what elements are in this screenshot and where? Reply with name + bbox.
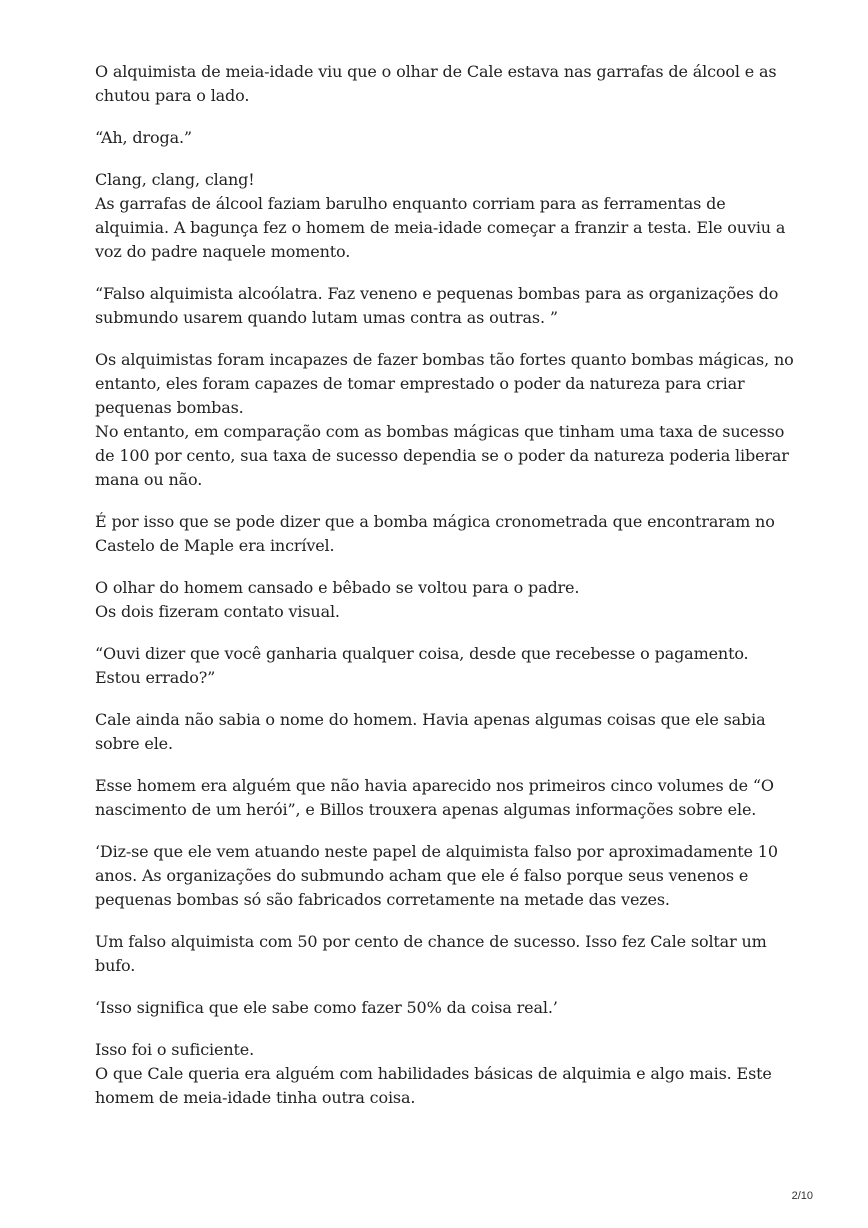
paragraph-line: Os alquimistas foram incapazes de fazer bombas tão fortes quanto bombas mágicas, no entanto, eles foram capazes de tomar emprestado o poder da natureza para criar pequenas bombas.: [95, 350, 794, 417]
paragraph-line: O olhar do homem cansado e bêbado se voltou para o padre.: [95, 578, 580, 597]
paragraph-line: ‘Diz-se que ele vem atuando neste papel de alquimista falso por aproximadamente 10 anos. As organizações do submundo acham que ele é falso porque seus venenos e pequenas bombas só são fabricados corretamente na metade das vezes.: [95, 842, 778, 909]
document-body: [95, 60, 795, 1128]
paragraph-12: [95, 930, 795, 978]
paragraph-line: O alquimista de meia-idade viu que o olhar de Cale estava nas garrafas de álcool e as chutou para o lado.: [95, 62, 777, 105]
paragraph-line: As garrafas de álcool faziam barulho enquanto corriam para as ferramentas de alquimia. A bagunça fez o homem de meia-idade começar a franzir a testa. Ele ouviu a voz do padre naquele momento.: [95, 194, 786, 261]
paragraph-line: Os dois fizeram contato visual.: [95, 602, 340, 621]
paragraph-line: Um falso alquimista com 50 por cento de chance de sucesso. Isso fez Cale soltar um bufo.: [95, 932, 767, 975]
paragraph-5: [95, 348, 795, 492]
page-number: 2/10: [791, 1190, 813, 1202]
paragraph-1: [95, 60, 795, 108]
paragraph-6: [95, 510, 795, 558]
paragraph-line: O que Cale queria era alguém com habilidades básicas de alquimia e algo mais. Este homem de meia-idade tinha outra coisa.: [95, 1064, 772, 1107]
paragraph-8: [95, 642, 795, 690]
paragraph-7: [95, 576, 795, 624]
paragraph-4: [95, 282, 795, 330]
paragraph-9: [95, 708, 795, 756]
paragraph-line: “Ouvi dizer que você ganharia qualquer coisa, desde que recebesse o pagamento. Estou errado?”: [95, 644, 749, 687]
paragraph-line: No entanto, em comparação com as bombas mágicas que tinham uma taxa de sucesso de 100 por cento, sua taxa de sucesso dependia se o poder da natureza poderia liberar mana ou não.: [95, 422, 789, 489]
paragraph-line: “Ah, droga.”: [95, 128, 192, 147]
paragraph-2: [95, 126, 795, 150]
paragraph-line: Esse homem era alguém que não havia aparecido nos primeiros cinco volumes de “O nascimento de um herói”, e Billos trouxera apenas algumas informações sobre ele.: [95, 776, 774, 819]
paragraph-3: [95, 168, 795, 264]
paragraph-13: [95, 996, 795, 1020]
paragraph-line: “Falso alquimista alcoólatra. Faz veneno e pequenas bombas para as organizações do submundo usarem quando lutam umas contra as outras. ”: [95, 284, 779, 327]
paragraph-line: Clang, clang, clang!: [95, 170, 255, 189]
paragraph-line: ‘Isso significa que ele sabe como fazer 50% da coisa real.’: [95, 998, 558, 1017]
paragraph-line: Cale ainda não sabia o nome do homem. Havia apenas algumas coisas que ele sabia sobre ele.: [95, 710, 766, 753]
paragraph-14: [95, 1038, 795, 1110]
paragraph-line: Isso foi o suficiente.: [95, 1040, 255, 1059]
paragraph-line: É por isso que se pode dizer que a bomba mágica cronometrada que encontraram no Castelo de Maple era incrível.: [95, 512, 775, 555]
paragraph-10: [95, 774, 795, 822]
paragraph-11: [95, 840, 795, 912]
